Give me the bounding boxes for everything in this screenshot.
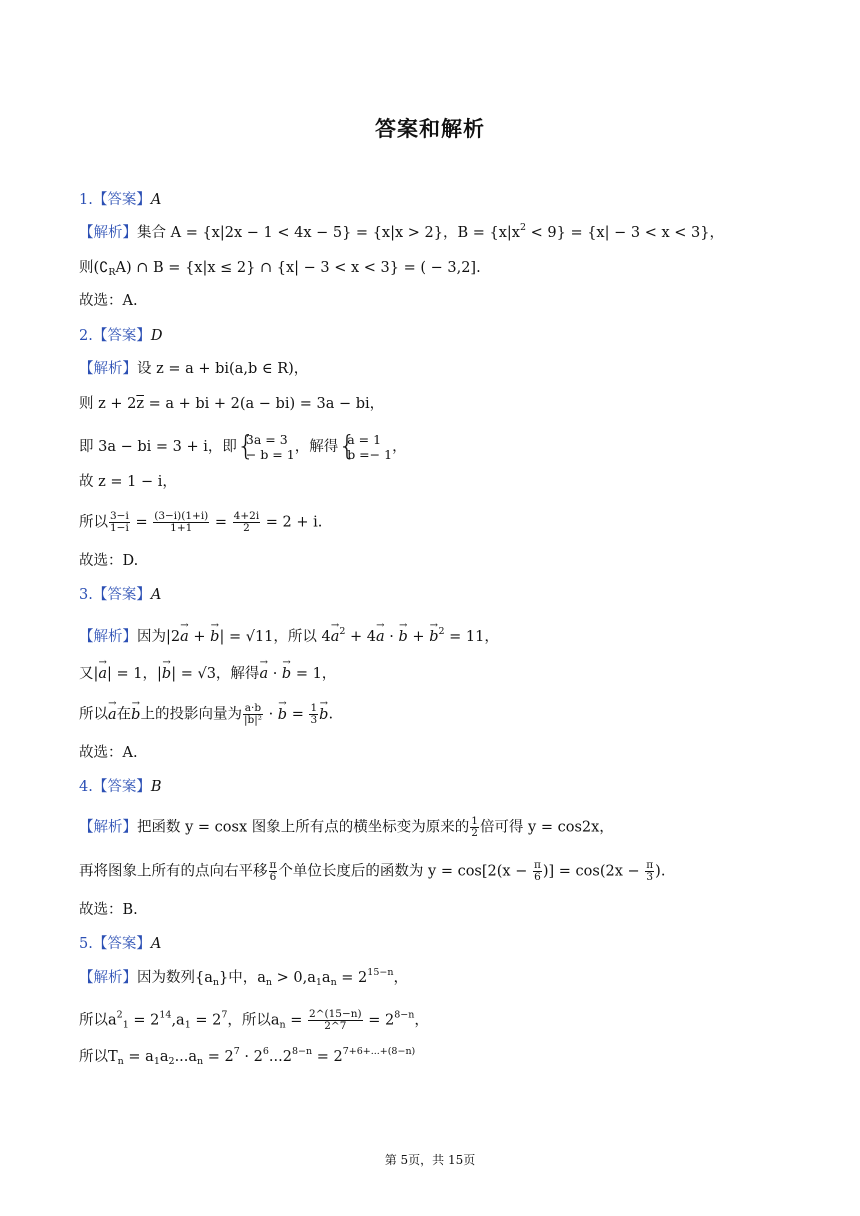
fraction: $\frac{a\cdot b}{\text{|b|²}}$: [243, 702, 262, 726]
fraction: $\frac{\pi}{3}$: [646, 859, 654, 883]
q2-conclusion: 故选：D.: [79, 553, 139, 569]
fraction: $\frac{4+2i}{2}$: [233, 510, 260, 534]
q5-analysis-line-2: 所以$a^2_1 = 2^{14},a_1 = 2^7$，所以$a_n$ = $\frac{2\^{}(15-n)}{2\^{}7}$ = $2^{8-n}$，: [79, 1008, 429, 1032]
q4-conclusion: 故选：B.: [79, 902, 138, 918]
q2-analysis-line-1: 【解析】设 z = a + bi(a,b ∈ R)，: [79, 361, 309, 377]
answer-label: 1.【答案】: [79, 192, 151, 208]
answer-value: A: [150, 587, 162, 603]
answer-value: B: [150, 779, 162, 795]
answer-value: A: [150, 192, 162, 208]
q1-answer: [79, 190, 161, 210]
answer-label: 2.【答案】: [79, 328, 151, 344]
page-footer: 第 5页，共 15页: [384, 1153, 476, 1167]
answer-value: D: [150, 328, 163, 344]
q3-analysis-line-2: 又|→ a| = 1，|→ b| = √3，解得→ a · → b = 1，: [79, 664, 336, 684]
q3-answer: [79, 585, 161, 605]
q4-analysis-line-2: 再将图象上所有的点向右平移 $\frac{\pi}{6}$ 个单位长度后的函数为 y = cos[2(x − $\frac{\pi}{6}$ )] = cos(2x − $\frac{\pi}{3}$ ).: [79, 859, 666, 883]
analysis-tag: 【解析】: [79, 361, 137, 377]
analysis-tag: 【解析】: [79, 629, 137, 645]
fraction: $\frac{3-i}{1-i}$: [110, 510, 129, 534]
fraction: $\frac{(3-i)(1+i)}{1+1}$: [154, 510, 209, 534]
q5-analysis-line-3: 所以$T_n = a_1a_2...a_n = 2^7 \cdot 2^6...2^{8-n} = 2^{7+6+...+(8-n)}$: [79, 1046, 416, 1067]
q5-analysis-line-1: 【解析】因为数列$\{a_n\}$中，$a_n > 0,a_1a_n = 2^{15-n}$，: [79, 967, 408, 988]
fraction: $\frac{1}{3}$: [310, 702, 318, 726]
q4-answer: [79, 777, 162, 797]
q2-analysis-line-5: 所以 $\frac{3-i}{1-i}$ = $\frac{(3-i)(1+i)}{1+1}$ = $\frac{4+2i}{2}$ = 2 + i.: [79, 510, 323, 534]
answer-label: 4.【答案】: [79, 779, 151, 795]
fraction: $\frac{\pi}{6}$: [533, 859, 541, 883]
q2-answer: [79, 326, 162, 346]
conjugate-z: $\overline{z}$: [136, 396, 144, 412]
q2-analysis-line-3: 即 3a − bi = 3 + i，即 { 3a = 3 − b = 1 ，解得 { a = 1 b =− 1 ，: [79, 429, 407, 462]
q5-answer: [79, 934, 161, 954]
analysis-tag: 【解析】: [79, 819, 137, 836]
answer-label: 5.【答案】: [79, 936, 151, 952]
answer-value: A: [150, 936, 162, 952]
q3-analysis-line-1: 【解析】因为|2→ a + → b| = √11，所以 $4\to a^2 + 4\to a$ · → b + → $b^2 = 11$，: [79, 627, 499, 647]
q2-analysis-line-4: 故 z = 1 − i，: [79, 474, 177, 490]
analysis-tag: 【解析】: [79, 225, 137, 241]
page-title: 答案和解析: [375, 117, 485, 141]
q1-analysis-line-2: 则$(∁_RA)$ ∩ B = {x|x ≤ 2} ∩ {x| − 3 < x < 3} = ( − 3,2].: [79, 260, 481, 278]
q1-conclusion: 故选：A.: [79, 293, 138, 309]
q3-analysis-line-3: 所以→ a在→ b上的投影向量为 $\frac{a\cdot b}{\text{|b|²}}$ · → b = $\frac{1}{3}$ → b.: [79, 703, 333, 726]
equation-system-1: { 3a = 3 − b = 1: [236, 429, 295, 462]
fraction: $\frac{2\^{}(15-n)}{2\^{}7}$: [309, 1008, 362, 1032]
analysis-tag: 【解析】: [79, 970, 137, 986]
q1-analysis-line-1: 【解析】集合 A = {x|2x − 1 < 4x − 5} = {x|x > 2}，$B = \{x|x^2 < 9\} = \{x| - 3 < x < 3\}$，: [79, 222, 724, 241]
equation-system-2: { a = 1 b =− 1: [338, 429, 393, 462]
q2-analysis-line-2: 则 $z + 2\overline{z} = a$ + bi + 2(a − bi) = 3a − bi，: [79, 396, 385, 412]
answer-label: 3.【答案】: [79, 587, 151, 603]
q4-analysis-line-1: 【解析】把函数 y = cosx 图象上所有点的横坐标变为原来的 $\frac{1}{2}$ 倍可得 y = cos2x，: [79, 815, 614, 839]
fraction: $\frac{1}{2}$: [471, 815, 478, 839]
fraction: $\frac{\pi}{6}$: [269, 859, 277, 883]
q3-conclusion: 故选：A.: [79, 745, 138, 761]
